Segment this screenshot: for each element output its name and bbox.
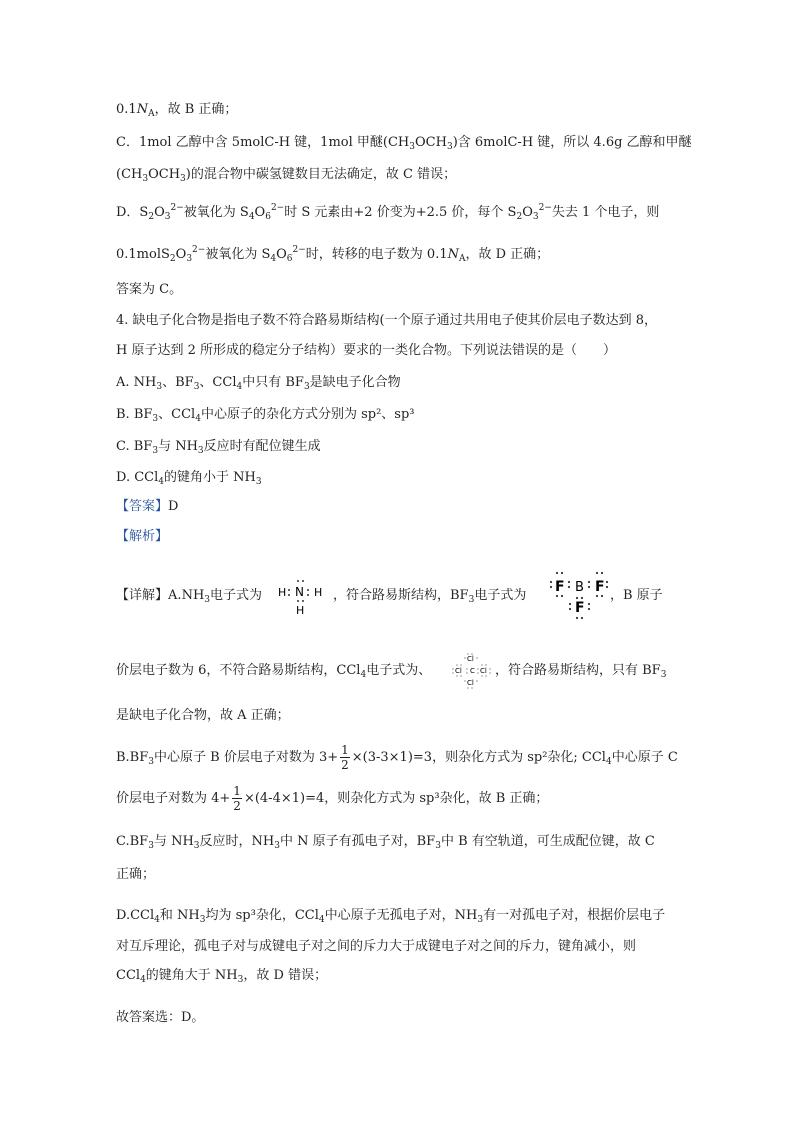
subscript: 3 [148,757,154,767]
text: 、CCl [158,407,196,422]
subscript: 3 [532,212,539,222]
text: ，故 D 正确； [465,247,550,262]
subscript: 3 [468,595,475,605]
subscript: 4 [605,757,612,767]
text: 中 B 有空轨道，可生成配位键，故 C [440,834,655,849]
text: D.CCl [116,908,155,923]
subscript: 4 [158,477,165,487]
text: 的键角大于 NH [145,968,238,983]
subscript: 3 [152,414,159,424]
text-line [116,966,327,987]
subscript: 3 [197,446,204,456]
text: ×(3-3×1)=3，则杂化方式为 sp²杂化; CCl [351,750,606,765]
subscript: 3 [303,382,310,392]
text: CCl [116,968,141,983]
text: 和 NH [159,908,200,923]
text: 时 S 元素由+2 价变为+2.5 价，每个 S [284,205,517,220]
electron-dot [307,594,309,596]
text: 价层电子对数为 4+ [116,791,231,806]
analysis-label: 解析 [129,529,156,544]
subscript: 6 [265,212,271,222]
subscript: A [148,109,155,119]
text: N [447,247,459,262]
text: ×(4-4×1)=4，则杂化方式为 sp³杂化，故 B 正确； [243,791,549,806]
subscript: 3 [152,446,159,456]
subscript: 3 [274,841,280,851]
lewis-atom: F [595,579,605,595]
text: 电子式为 [210,588,263,603]
bracket: 】 [155,499,169,514]
subscript: 3 [193,382,200,392]
text-line [116,743,678,772]
text: 与 NH [153,834,194,849]
electron-dot [297,580,299,582]
text: 0.1molS [116,247,170,262]
subscript: 3 [204,595,211,605]
bracket: 】 [155,529,169,544]
subscript: 4 [195,414,201,424]
superscript: 2− [192,245,206,255]
superscript: 2− [170,203,184,213]
text: C.BF [116,834,149,849]
subscript: 6 [286,254,293,264]
analysis-tag [116,527,168,547]
text: O [522,205,533,220]
text: 有一对孤电子对，根据价层电子 [483,908,666,923]
lewis-atom: H [278,586,287,599]
text: D. CCl [116,470,159,485]
lewis-atom: H [314,586,323,599]
detail-line [116,586,262,607]
text: O [254,205,266,220]
answer-tag [116,497,178,517]
text: O [175,247,187,262]
electron-dot [307,589,309,591]
option-b [116,405,414,426]
text: ，B 原子 [610,588,663,603]
bracket: 】 [155,588,169,603]
lewis-atom: Cl [467,679,474,687]
subscript: 3 [446,142,453,152]
text: B. BF [116,407,153,422]
lewis-atom: C [470,667,475,675]
denominator: 2 [233,799,241,813]
text: C．1mol 乙醇中含 5molC-H 键，1mol 甲醚(CH [116,135,410,150]
bracket: 【 [116,588,130,603]
bracket: 【 [116,499,130,514]
text: 电子式为、 [366,663,432,678]
text: 、BF [162,375,194,390]
text: 是缺电子化合物 [309,375,401,390]
text: )的混合物中碳氢键数目无法确定，故 C 错误； [185,167,457,182]
lewis-atom: B [575,580,584,595]
answer-text: 答案为 C。 [116,282,183,297]
text: A. NH [116,375,157,390]
subscript: 3 [186,254,193,264]
text: 被氧化为 S [183,205,249,220]
text: OCH [148,167,181,182]
text: ，故 B 正确； [154,102,238,117]
electron-dot [288,594,290,596]
superscript: 2− [538,203,552,213]
text: 中只有 BF [242,375,304,390]
fraction [340,743,350,772]
subscript: 3 [477,915,484,925]
text: 反应时有配位键生成 [203,439,321,454]
electron-dot [302,580,304,582]
text-line: 正确； [116,867,156,882]
bf3-lewis-structure [545,566,611,624]
electron-dot [302,600,304,602]
text-line [116,661,431,682]
subscript: 3 [409,142,415,152]
subscript: 4 [318,915,325,925]
text: 电子式为 [474,588,527,603]
text-line [116,133,692,154]
lewis-atom: Cl [480,667,487,675]
subscript: 4 [270,254,277,264]
subscript: 3 [164,212,171,222]
lewis-atom: Cl [455,667,462,675]
subscript: 3 [660,670,667,680]
subscript: 3 [180,174,186,184]
subscript: 3 [255,477,262,487]
lewis-atom: N [295,585,304,599]
subscript: 4 [360,670,367,680]
electron-dot [288,589,290,591]
text: 中 N 原子有孤电子对，BF [279,834,436,849]
text: B.BF [116,750,149,765]
option-a [116,373,401,394]
lewis-atom: F [575,600,585,616]
text-line-part [495,661,666,682]
text: 中心原子的杂化方式分别为 sp²、sp³ [200,407,415,422]
subscript: 3 [142,174,149,184]
text: D．S [116,205,149,220]
text-line [116,245,549,266]
text: )含 6molC-H 键，所以 4.6g 乙醇和甲醚 [452,135,692,150]
subscript: 4 [140,975,146,985]
text: (CH [116,167,143,182]
text-line [116,203,659,224]
subscript: 3 [156,382,163,392]
text: 与 NH [158,439,198,454]
numerator: 1 [233,784,241,798]
text: 被氧化为 S [205,247,271,262]
text: 、CCl [199,375,237,390]
detail-label: 详解 [129,588,156,603]
question-text: 4. 缺电子化合物是指电子数不符合路易斯结构(一个原子通过共用电子使其价层电子数达到 8， [116,313,658,328]
subscript: 4 [248,212,255,222]
text: 反应时，NH [199,834,275,849]
subscript: 3 [237,975,244,985]
superscript: 2− [270,203,285,213]
text: 价层电子数为 6，不符合路易斯结构，CCl [116,663,361,678]
text: 均为 sp³杂化，CCl [205,908,319,923]
text-line [116,100,237,121]
subscript: 2 [169,254,176,264]
question-text: H 原子达到 2 所形成的稳定分子结构）要求的一类化合物。下列说法错误的是（ ） [116,343,617,358]
text: ，符合路易斯结构，BF [333,588,469,603]
subscript: 3 [193,841,200,851]
electron-dot [297,600,299,602]
subscript: 3 [435,841,441,851]
text-line [116,784,548,813]
subscript: 3 [199,915,206,925]
denominator: 2 [341,758,349,772]
answer-value: D [168,499,179,514]
text: A.NH [168,588,205,603]
text: O [276,247,287,262]
subscript: 3 [148,841,154,851]
text: OCH [415,135,447,150]
text: 失去 1 个电子，则 [551,205,660,220]
text-line [116,832,655,853]
text-line: 对互斥理论，孤电子对与成键电子对之间的斥力大于成键电子对之间的斥力，键角减小，则 [116,939,637,954]
subscript: 2 [148,212,155,222]
subscript: 4 [154,915,160,925]
text: ，符合路易斯结构，只有 BF [495,663,661,678]
fraction [232,784,242,813]
bracket: 【 [116,529,130,544]
text: 中心原子 C [611,750,678,765]
text: 的键角小于 NH [164,470,256,485]
detail-line-part [610,586,663,606]
final-answer: 故答案选：D。 [116,1010,205,1025]
text: 0.1 [116,102,137,117]
subscript: 4 [236,382,243,392]
numerator: 1 [341,743,349,757]
text-line [116,906,665,927]
lewis-atom: F [555,579,565,595]
text-line [116,165,456,186]
text: 中心原子无孤电子对，NH [324,908,478,923]
lewis-atom: H [296,604,305,617]
text: 中心原子 B 价层电子对数为 3+ [154,750,339,765]
text-line: 是缺电子化合物，故 A 正确； [116,708,290,723]
option-d [116,468,262,489]
superscript: 2− [292,245,306,255]
lewis-atom: Cl [467,655,474,663]
ccl4-lewis-structure [452,652,494,690]
text: C. BF [116,439,153,454]
option-c [116,437,321,458]
subscript: 2 [516,212,523,222]
text: N [136,102,149,117]
nh3-lewis-structure [274,570,332,618]
text: 时，转移的电子数为 0.1 [305,247,448,262]
detail-line-part [333,586,526,607]
answer-label: 答案 [129,499,156,514]
text: ，故 D 错误； [243,968,328,983]
subscript: A [458,254,466,264]
text: O [154,205,165,220]
